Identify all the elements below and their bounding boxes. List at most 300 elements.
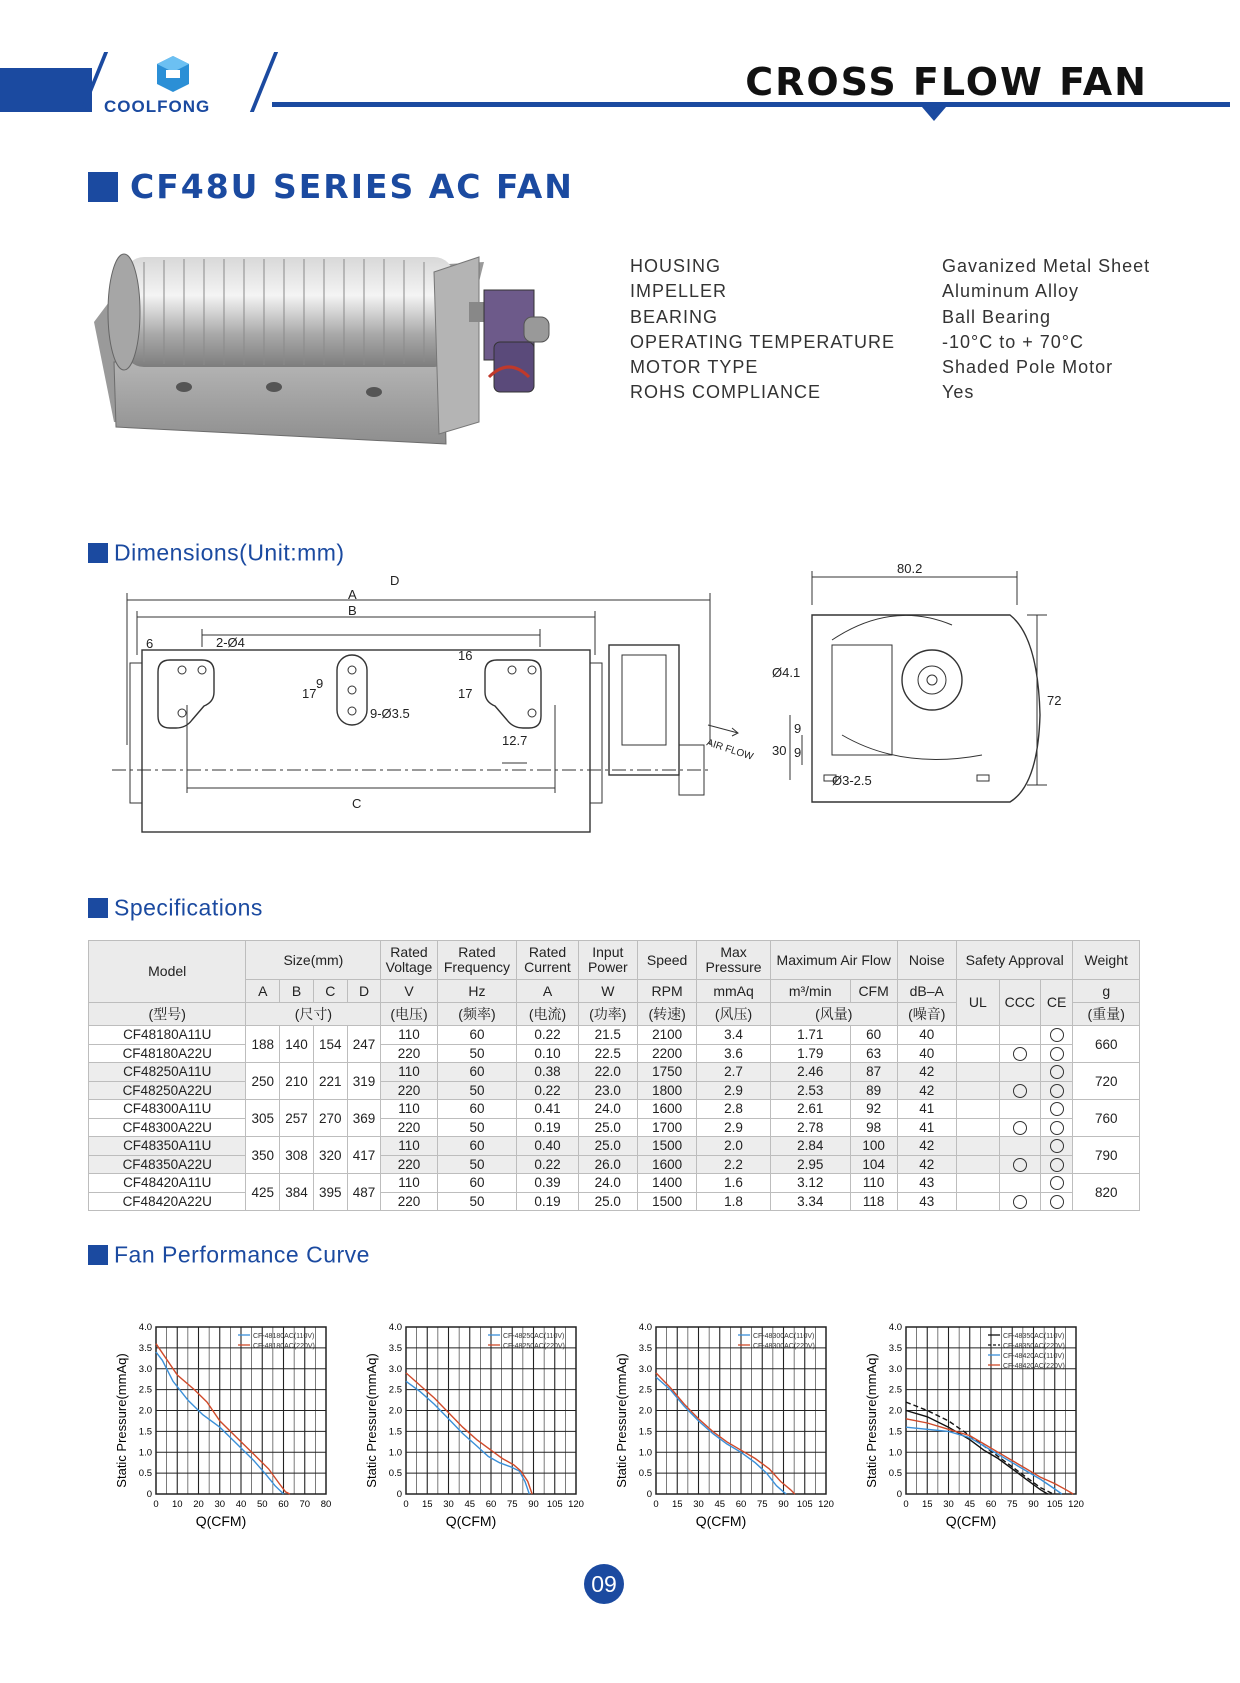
ce-mark-icon	[1050, 1102, 1064, 1116]
table-cell: 41	[897, 1100, 956, 1119]
table-cell	[999, 1081, 1040, 1100]
dim-label-16: 16	[458, 648, 473, 663]
ccc-mark-icon	[1013, 1158, 1027, 1172]
cn-power: (功率)	[578, 1003, 637, 1026]
table-cell: 22.5	[578, 1044, 637, 1063]
table-cell: 0.38	[517, 1063, 578, 1082]
cn-current: (电流)	[517, 1003, 578, 1026]
x-tick-label: 0	[403, 1499, 409, 1510]
table-cell: 60	[437, 1174, 517, 1193]
table-cell	[956, 1026, 999, 1045]
table-cell: 220	[381, 1192, 437, 1211]
y-tick-label: 3.0	[638, 1363, 652, 1375]
x-tick-label: 60	[485, 1499, 497, 1510]
table-cell: 720	[1073, 1063, 1140, 1100]
x-tick-label: 75	[506, 1499, 518, 1510]
unit-hz: Hz	[437, 980, 517, 1003]
table-cell	[956, 1044, 999, 1063]
x-tick-label: 45	[714, 1499, 726, 1510]
x-tick-label: 90	[1028, 1499, 1039, 1510]
table-cell	[956, 1155, 999, 1174]
brand-name: COOLFONG	[104, 97, 211, 116]
property-value: Gavanized Metal Sheet	[942, 256, 1151, 276]
table-cell: 118	[850, 1192, 897, 1211]
table-cell: 60	[850, 1026, 897, 1045]
table-cell: 87	[850, 1063, 897, 1082]
table-cell: 3.6	[697, 1044, 771, 1063]
y-tick-label: 1.0	[388, 1447, 402, 1459]
table-cell: 110	[850, 1174, 897, 1193]
ccc-mark-icon	[1013, 1195, 1027, 1209]
table-cell: 110	[381, 1174, 437, 1193]
property-value: Ball Bearing	[942, 306, 1052, 327]
table-cell: 92	[850, 1100, 897, 1119]
air-flow-label: AIR FLOW	[705, 737, 755, 763]
table-cell: 1.6	[697, 1174, 771, 1193]
x-tick-label: 120	[568, 1499, 584, 1510]
y-tick-label: 2.0	[888, 1405, 902, 1417]
y-tick-label: 3.0	[138, 1363, 152, 1375]
table-cell: 110	[381, 1026, 437, 1045]
table-cell: 0.22	[517, 1026, 578, 1045]
dim-label-d4-1: Ø4.1	[772, 665, 801, 680]
header-pointer	[922, 107, 946, 121]
x-tick-label: 70	[299, 1499, 311, 1510]
table-cell: 1700	[637, 1118, 696, 1137]
table-cell: 1600	[637, 1100, 696, 1119]
table-row	[89, 1174, 1140, 1193]
y-tick-label: 3.0	[888, 1363, 902, 1375]
table-cell: 104	[850, 1155, 897, 1174]
unit-m3min: m³/min	[770, 980, 850, 1003]
table-cell	[999, 1100, 1040, 1119]
dim-label-17b: 17	[458, 686, 473, 701]
dim-label-9: 9	[316, 676, 324, 691]
table-cell: 1750	[637, 1063, 696, 1082]
table-cell: 50	[437, 1192, 517, 1211]
unit-ce: CE	[1040, 980, 1073, 1026]
table-row	[89, 1137, 1140, 1156]
heading-square-icon	[88, 543, 108, 563]
table-cell	[1040, 1155, 1073, 1174]
table-cell: CF48350A11U	[89, 1137, 246, 1156]
ce-mark-icon	[1050, 1028, 1064, 1042]
unit-b: B	[280, 980, 314, 1003]
table-cell: 98	[850, 1118, 897, 1137]
page-number: 09	[584, 1564, 624, 1604]
x-axis-label: Q(CFM)	[945, 1513, 997, 1529]
table-cell: 2.53	[770, 1081, 850, 1100]
x-tick-label: 30	[214, 1499, 226, 1510]
x-tick-label: 120	[818, 1499, 834, 1510]
table-cell	[1040, 1044, 1073, 1063]
dim-label-d: D	[390, 573, 400, 588]
table-cell: 154	[313, 1026, 347, 1063]
series-title: CF48U SERIES AC FAN	[130, 167, 574, 206]
x-tick-label: 75	[1006, 1499, 1018, 1510]
y-tick-label: 3.5	[388, 1342, 402, 1354]
table-cell: 0.22	[517, 1155, 578, 1174]
y-tick-label: 1.5	[138, 1426, 152, 1438]
table-cell: 50	[437, 1118, 517, 1137]
table-cell: 25.0	[578, 1118, 637, 1137]
table-cell	[956, 1100, 999, 1119]
col-max-pressure: Max Pressure	[697, 941, 771, 980]
table-cell: 2.61	[770, 1100, 850, 1119]
unit-d: D	[347, 980, 381, 1003]
cn-airflow: (风量)	[770, 1003, 897, 1026]
table-cell: 319	[347, 1063, 381, 1100]
header-band	[0, 68, 92, 112]
heading-square-icon	[88, 172, 118, 202]
table-cell: 63	[850, 1044, 897, 1063]
y-tick-label: 2.0	[388, 1405, 402, 1417]
table-cell	[999, 1174, 1040, 1193]
table-cell	[956, 1081, 999, 1100]
property-value: -10°C to + 70°C	[942, 331, 1084, 352]
x-tick-label: 105	[546, 1499, 563, 1510]
table-cell: CF48420A11U	[89, 1174, 246, 1193]
property-row	[630, 330, 1150, 355]
table-cell: 41	[897, 1118, 956, 1137]
table-cell: 2.95	[770, 1155, 850, 1174]
y-tick-label: 0	[396, 1489, 402, 1500]
table-cell: 0.39	[517, 1174, 578, 1193]
y-axis-label: Static Pressure(mmAq)	[614, 1353, 629, 1488]
table-cell	[1040, 1081, 1073, 1100]
x-tick-label: 80	[320, 1499, 332, 1510]
dim-label-9b: 9	[794, 745, 802, 760]
table-cell: 425	[246, 1174, 280, 1211]
cn-noise: (噪音)	[897, 1003, 956, 1026]
table-cell: 270	[313, 1100, 347, 1137]
table-cell	[956, 1174, 999, 1193]
table-cell: 395	[313, 1174, 347, 1211]
y-tick-label: 1.5	[888, 1426, 902, 1438]
table-cell: 42	[897, 1081, 956, 1100]
property-label: MOTOR TYPE	[630, 357, 759, 378]
x-tick-label: 15	[421, 1499, 433, 1510]
y-tick-label: 1.5	[388, 1426, 402, 1438]
y-axis-label: Static Pressure(mmAq)	[864, 1353, 879, 1488]
legend-label: CF-48350AC(110V)	[1003, 1333, 1065, 1340]
table-cell: 2.8	[697, 1100, 771, 1119]
y-tick-label: 2.0	[638, 1405, 652, 1417]
y-tick-label: 4.0	[388, 1322, 402, 1333]
unit-rpm: RPM	[637, 980, 696, 1003]
table-cell: 220	[381, 1118, 437, 1137]
x-axis-label: Q(CFM)	[195, 1513, 247, 1529]
performance-chart-4	[862, 1317, 1112, 1537]
unit-amp: A	[517, 980, 578, 1003]
x-axis-label: Q(CFM)	[695, 1513, 747, 1529]
y-tick-label: 3.0	[388, 1363, 402, 1375]
table-cell: 1600	[637, 1155, 696, 1174]
ce-mark-icon	[1050, 1084, 1064, 1098]
ccc-mark-icon	[1013, 1084, 1027, 1098]
property-value: Yes	[942, 382, 975, 403]
table-cell: 0.19	[517, 1118, 578, 1137]
legend-label: CF-48420AC(110V)	[1003, 1353, 1065, 1360]
y-tick-label: 0.5	[138, 1468, 152, 1480]
y-tick-label: 2.0	[138, 1405, 152, 1417]
ce-mark-icon	[1050, 1121, 1064, 1135]
x-tick-label: 0	[903, 1499, 909, 1510]
table-cell: 60	[437, 1137, 517, 1156]
property-row	[630, 254, 1150, 279]
table-cell	[999, 1155, 1040, 1174]
table-cell: 188	[246, 1026, 280, 1063]
dim-label-2-holes: 2-Ø4	[216, 635, 245, 650]
x-tick-label: 20	[193, 1499, 204, 1510]
performance-chart-2	[362, 1317, 612, 1537]
table-cell: 369	[347, 1100, 381, 1137]
y-tick-label: 3.5	[138, 1342, 152, 1354]
heading-square-icon	[88, 1245, 108, 1265]
table-cell: 2.46	[770, 1063, 850, 1082]
table-row	[89, 1100, 1140, 1119]
table-cell: 43	[897, 1174, 956, 1193]
x-tick-label: 105	[796, 1499, 813, 1510]
table-cell: 42	[897, 1137, 956, 1156]
performance-chart-1	[112, 1317, 352, 1537]
dim-label-80-2: 80.2	[897, 561, 923, 576]
col-speed: Speed	[637, 941, 696, 980]
table-cell: 0.22	[517, 1081, 578, 1100]
table-cell: 2.9	[697, 1081, 771, 1100]
table-cell: 1500	[637, 1137, 696, 1156]
legend-label: CF-48300AC(220V)	[753, 1343, 815, 1350]
table-cell	[956, 1137, 999, 1156]
dim-label-9a: 9	[794, 721, 802, 736]
x-tick-label: 60	[278, 1499, 289, 1510]
x-tick-label: 60	[985, 1499, 997, 1510]
heading-square-icon	[88, 898, 108, 918]
table-cell: 3.4	[697, 1026, 771, 1045]
table-cell: 140	[280, 1026, 314, 1063]
y-tick-label: 0	[646, 1489, 652, 1500]
y-axis-label: Static Pressure(mmAq)	[114, 1353, 129, 1488]
y-tick-label: 3.5	[888, 1342, 902, 1354]
coolfong-logo-icon	[152, 54, 194, 94]
x-tick-label: 10	[171, 1499, 183, 1510]
table-cell: 3.34	[770, 1192, 850, 1211]
x-tick-label: 30	[693, 1499, 704, 1510]
table-cell: 1.8	[697, 1192, 771, 1211]
table-cell: 247	[347, 1026, 381, 1063]
cn-voltage: (电压)	[381, 1003, 437, 1026]
table-cell: 42	[897, 1063, 956, 1082]
y-tick-label: 2.5	[638, 1384, 652, 1396]
table-cell: 2.78	[770, 1118, 850, 1137]
legend-label: CF-48250AC(110V)	[503, 1333, 565, 1340]
legend-label: CF-48180AC(110V)	[253, 1333, 315, 1340]
table-cell	[956, 1118, 999, 1137]
property-label: OPERATING TEMPERATURE	[630, 331, 896, 352]
table-cell: 40	[897, 1026, 956, 1045]
table-cell: 210	[280, 1063, 314, 1100]
ccc-mark-icon	[1013, 1121, 1027, 1135]
table-cell: 2.7	[697, 1063, 771, 1082]
performance-chart-3	[612, 1317, 862, 1537]
property-row	[630, 279, 1150, 304]
table-cell: 23.0	[578, 1081, 637, 1100]
table-cell	[1040, 1192, 1073, 1211]
y-axis-label: Static Pressure(mmAq)	[364, 1353, 379, 1488]
table-cell: 384	[280, 1174, 314, 1211]
table-cell	[1040, 1118, 1073, 1137]
legend-label: CF-48350AC(220V)	[1003, 1343, 1065, 1350]
property-label: HOUSING	[630, 256, 722, 276]
dim-label-72: 72	[1047, 693, 1062, 708]
x-tick-label: 90	[528, 1499, 539, 1510]
unit-a: A	[246, 980, 280, 1003]
table-cell	[999, 1026, 1040, 1045]
table-cell: 25.0	[578, 1192, 637, 1211]
col-noise: Noise	[897, 941, 956, 980]
table-cell: CF48180A22U	[89, 1044, 246, 1063]
x-tick-label: 45	[964, 1499, 976, 1510]
y-tick-label: 4.0	[638, 1322, 652, 1333]
ce-mark-icon	[1050, 1176, 1064, 1190]
table-cell: CF48420A22U	[89, 1192, 246, 1211]
y-tick-label: 4.0	[888, 1322, 902, 1333]
table-cell: 22.0	[578, 1063, 637, 1082]
col-model: Model	[89, 941, 246, 1003]
y-tick-label: 2.5	[388, 1384, 402, 1396]
table-cell: 487	[347, 1174, 381, 1211]
table-cell: 40	[897, 1044, 956, 1063]
legend-label: CF-48180AC(220V)	[253, 1343, 315, 1350]
table-cell: 1800	[637, 1081, 696, 1100]
x-tick-label: 15	[921, 1499, 933, 1510]
table-cell: 250	[246, 1063, 280, 1100]
table-cell: 60	[437, 1063, 517, 1082]
dim-label-9-holes: 9-Ø3.5	[370, 706, 410, 721]
dim-label-12-7: 12.7	[502, 733, 528, 748]
table-cell	[1040, 1063, 1073, 1082]
x-tick-label: 45	[464, 1499, 476, 1510]
table-cell	[1040, 1026, 1073, 1045]
table-cell	[956, 1063, 999, 1082]
dimension-drawing	[112, 561, 1132, 845]
table-cell: 26.0	[578, 1155, 637, 1174]
property-label: BEARING	[630, 306, 719, 327]
x-tick-label: 60	[735, 1499, 747, 1510]
table-cell: 60	[437, 1026, 517, 1045]
table-cell: 2.0	[697, 1137, 771, 1156]
dim-label-d3-2-5: Ø3-2.5	[832, 773, 872, 788]
dim-label-a: A	[348, 587, 357, 602]
table-cell: 43	[897, 1192, 956, 1211]
property-row	[630, 380, 1150, 405]
table-cell	[956, 1192, 999, 1211]
ce-mark-icon	[1050, 1065, 1064, 1079]
specifications-heading	[88, 893, 263, 921]
ce-mark-icon	[1050, 1158, 1064, 1172]
property-row	[630, 355, 1150, 380]
property-label: ROHS COMPLIANCE	[630, 382, 822, 403]
table-cell: 220	[381, 1155, 437, 1174]
table-cell	[999, 1137, 1040, 1156]
legend-label: CF-48250AC(220V)	[503, 1343, 565, 1350]
curve-heading	[88, 1240, 370, 1268]
table-cell	[999, 1063, 1040, 1082]
table-cell: 110	[381, 1100, 437, 1119]
unit-ccc: CCC	[999, 980, 1040, 1026]
cn-model: (型号)	[89, 1003, 246, 1026]
table-cell	[1040, 1100, 1073, 1119]
table-cell: 305	[246, 1100, 280, 1137]
series-heading	[88, 167, 574, 206]
legend-label: CF-48300AC(110V)	[753, 1333, 815, 1340]
table-cell: 308	[280, 1137, 314, 1174]
y-tick-label: 0	[896, 1489, 902, 1500]
x-tick-label: 50	[256, 1499, 268, 1510]
unit-mmaq: mmAq	[697, 980, 771, 1003]
col-weight: Weight	[1073, 941, 1140, 980]
unit-v: V	[381, 980, 437, 1003]
ccc-mark-icon	[1013, 1047, 1027, 1061]
x-tick-label: 90	[778, 1499, 789, 1510]
y-tick-label: 1.5	[638, 1426, 652, 1438]
table-cell: 350	[246, 1137, 280, 1174]
table-cell: 1.71	[770, 1026, 850, 1045]
col-rated-frequency: Rated Frequency	[437, 941, 517, 980]
y-tick-label: 0.5	[388, 1468, 402, 1480]
unit-ul: UL	[956, 980, 999, 1026]
dim-label-30: 30	[772, 743, 787, 758]
property-label: IMPELLER	[630, 281, 728, 302]
unit-dba: dB–A	[897, 980, 956, 1003]
table-cell: 257	[280, 1100, 314, 1137]
table-cell: 50	[437, 1044, 517, 1063]
x-tick-label: 0	[153, 1499, 159, 1510]
col-input-power: Input Power	[578, 941, 637, 980]
table-cell: 3.12	[770, 1174, 850, 1193]
table-cell	[1040, 1137, 1073, 1156]
col-rated-voltage: Rated Voltage	[381, 941, 437, 980]
table-cell: CF48180A11U	[89, 1026, 246, 1045]
table-cell: CF48250A11U	[89, 1063, 246, 1082]
unit-cfm: CFM	[850, 980, 897, 1003]
table-cell: 2.2	[697, 1155, 771, 1174]
legend-label: CF-48420AC(220V)	[1003, 1363, 1065, 1370]
table-cell: 110	[381, 1063, 437, 1082]
x-tick-label: 120	[1068, 1499, 1084, 1510]
y-tick-label: 2.5	[138, 1384, 152, 1396]
table-cell	[999, 1118, 1040, 1137]
x-axis-label: Q(CFM)	[445, 1513, 497, 1529]
table-cell: 89	[850, 1081, 897, 1100]
dimensions-heading	[88, 538, 345, 566]
x-tick-label: 30	[443, 1499, 454, 1510]
table-cell: 100	[850, 1137, 897, 1156]
table-cell: 0.19	[517, 1192, 578, 1211]
y-tick-label: 1.0	[888, 1447, 902, 1459]
y-tick-label: 0.5	[888, 1468, 902, 1480]
y-tick-label: 0	[146, 1489, 152, 1500]
cn-weight: (重量)	[1073, 1003, 1140, 1026]
dim-label-6: 6	[146, 636, 154, 651]
table-cell: 25.0	[578, 1137, 637, 1156]
table-cell: 820	[1073, 1174, 1140, 1211]
table-cell: 2.9	[697, 1118, 771, 1137]
cn-speed: (转速)	[637, 1003, 696, 1026]
spec-table	[88, 940, 1140, 1211]
table-cell: 417	[347, 1137, 381, 1174]
table-cell: 42	[897, 1155, 956, 1174]
